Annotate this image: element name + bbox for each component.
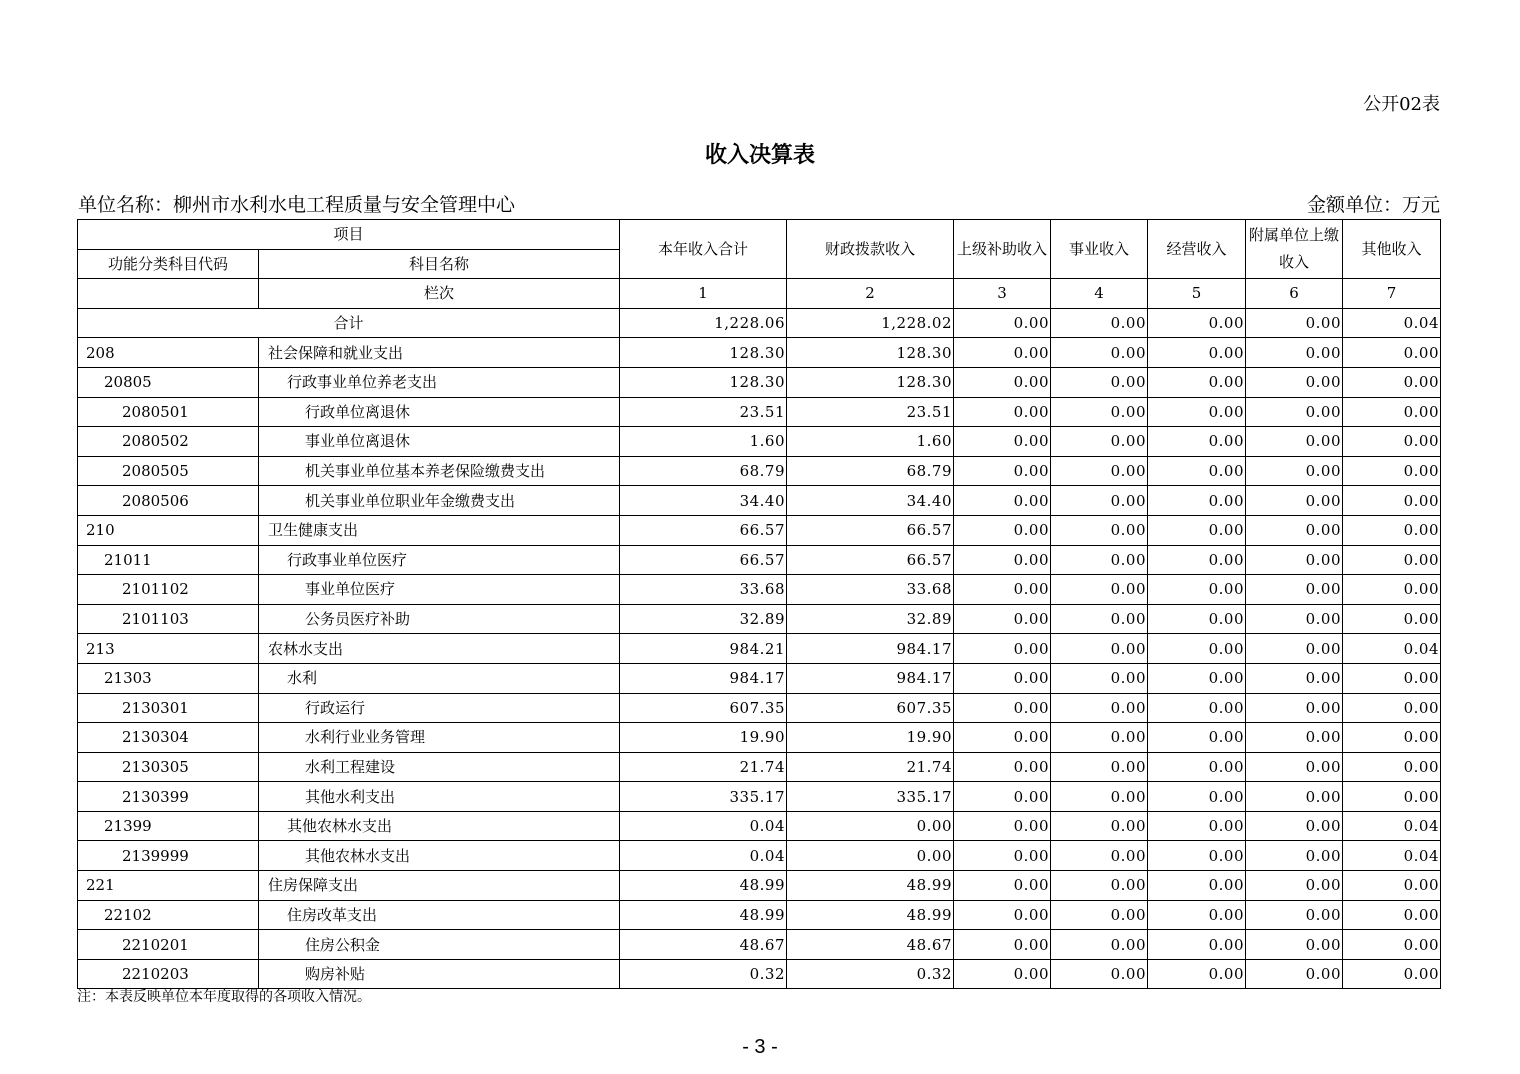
amount-cell: 0.00 (1148, 545, 1246, 575)
amount-cell: 33.68 (620, 575, 787, 605)
amount-cell: 0.00 (1343, 693, 1441, 723)
amount-cell: 48.99 (620, 871, 787, 901)
amount-cell: 0.00 (1148, 515, 1246, 545)
amount-cell: 0.00 (954, 663, 1051, 693)
page-title: 收入决算表 (704, 143, 815, 168)
table-row (78, 545, 1441, 575)
total-label: 合计 (78, 308, 620, 338)
amount-unit: 金额单位：万元 (1306, 194, 1440, 216)
amount-cell: 0.32 (620, 959, 787, 989)
subject-name: 事业单位离退休 (259, 427, 620, 457)
amount-cell: 0.00 (1343, 871, 1441, 901)
amount-cell: 0.00 (1148, 486, 1246, 516)
table-body (78, 308, 1441, 989)
amount-cell: 0.00 (1051, 841, 1148, 871)
amount-cell: 0.00 (954, 959, 1051, 989)
subject-name: 水利工程建设 (259, 752, 620, 782)
amount-cell: 335.17 (787, 782, 954, 812)
amount-cell: 0.00 (954, 338, 1051, 368)
amount-cell: 0.00 (1246, 930, 1343, 960)
header-empty-cell (78, 279, 259, 309)
amount-cell: 128.30 (620, 338, 787, 368)
col-number-2: 2 (787, 279, 954, 309)
table-row (78, 752, 1441, 782)
amount-cell: 128.30 (787, 367, 954, 397)
amount-cell: 0.00 (1246, 663, 1343, 693)
total-value: 0.00 (954, 308, 1051, 338)
amount-cell: 48.99 (787, 900, 954, 930)
subject-name: 住房公积金 (259, 930, 620, 960)
amount-cell: 0.00 (1051, 723, 1148, 753)
amount-cell: 33.68 (787, 575, 954, 605)
amount-cell: 0.00 (954, 900, 1051, 930)
amount-cell: 1.60 (620, 427, 787, 457)
amount-cell: 0.00 (1051, 545, 1148, 575)
header-col-6: 附属单位上缴收入 (1246, 220, 1343, 279)
table-row (78, 930, 1441, 960)
amount-cell: 0.00 (954, 871, 1051, 901)
table-row (78, 456, 1441, 486)
amount-cell: 0.00 (954, 723, 1051, 753)
subject-code: 2080501 (78, 397, 259, 427)
amount-cell: 0.04 (620, 841, 787, 871)
amount-cell: 984.17 (787, 663, 954, 693)
amount-cell: 0.00 (1051, 959, 1148, 989)
header-col-index: 栏次 (259, 279, 620, 309)
header-code: 功能分类科目代码 (78, 249, 259, 279)
amount-cell: 68.79 (620, 456, 787, 486)
col-number-4: 4 (1051, 279, 1148, 309)
amount-cell: 0.00 (1148, 427, 1246, 457)
amount-cell: 0.00 (1148, 900, 1246, 930)
amount-cell: 0.00 (1246, 456, 1343, 486)
col-number-6: 6 (1246, 279, 1343, 309)
amount-cell: 32.89 (787, 604, 954, 634)
header-name: 科目名称 (259, 249, 620, 279)
table-row (78, 486, 1441, 516)
subject-name: 农林水支出 (259, 634, 620, 664)
amount-cell: 0.00 (1148, 782, 1246, 812)
amount-cell: 66.57 (787, 545, 954, 575)
amount-cell: 0.00 (954, 456, 1051, 486)
col-number-3: 3 (954, 279, 1051, 309)
amount-cell: 0.00 (1148, 456, 1246, 486)
amount-cell: 0.00 (1148, 575, 1246, 605)
amount-cell: 0.00 (954, 634, 1051, 664)
amount-cell: 0.00 (1148, 367, 1246, 397)
amount-cell: 0.00 (954, 486, 1051, 516)
amount-cell: 0.00 (1343, 959, 1441, 989)
amount-cell: 0.00 (1343, 782, 1441, 812)
subject-name: 购房补贴 (259, 959, 620, 989)
amount-cell: 0.00 (1246, 752, 1343, 782)
amount-cell: 23.51 (620, 397, 787, 427)
amount-cell: 0.04 (620, 811, 787, 841)
subject-code: 22102 (78, 900, 259, 930)
amount-cell: 607.35 (620, 693, 787, 723)
subject-code: 2101102 (78, 575, 259, 605)
amount-cell: 0.00 (1148, 811, 1246, 841)
subject-name: 水利行业业务管理 (259, 723, 620, 753)
table-row (78, 604, 1441, 634)
amount-cell: 0.00 (1148, 930, 1246, 960)
form-number: 公开02表 (1363, 94, 1440, 115)
amount-cell: 128.30 (787, 338, 954, 368)
amount-cell: 48.67 (787, 930, 954, 960)
amount-cell: 23.51 (787, 397, 954, 427)
amount-cell: 0.00 (1343, 575, 1441, 605)
subject-name: 其他水利支出 (259, 782, 620, 812)
amount-cell: 34.40 (620, 486, 787, 516)
amount-cell: 0.00 (954, 841, 1051, 871)
table-row (78, 634, 1441, 664)
amount-cell: 0.00 (1051, 871, 1148, 901)
amount-cell: 0.00 (1246, 338, 1343, 368)
subject-code: 221 (78, 871, 259, 901)
subject-name: 其他农林水支出 (259, 811, 620, 841)
amount-cell: 0.00 (954, 604, 1051, 634)
amount-cell: 0.00 (1343, 663, 1441, 693)
amount-cell: 48.99 (787, 871, 954, 901)
unit-name: 单位名称：柳州市水利水电工程质量与安全管理中心 (78, 194, 516, 216)
amount-cell: 0.04 (1343, 634, 1441, 664)
amount-cell: 19.90 (787, 723, 954, 753)
subject-name: 卫生健康支出 (259, 515, 620, 545)
amount-cell: 0.00 (1246, 634, 1343, 664)
amount-cell: 21.74 (787, 752, 954, 782)
subject-code: 213 (78, 634, 259, 664)
total-row (78, 308, 1441, 338)
amount-cell: 0.00 (1148, 752, 1246, 782)
total-value: 0.00 (1051, 308, 1148, 338)
amount-cell: 0.00 (1051, 427, 1148, 457)
amount-cell: 0.00 (1343, 545, 1441, 575)
amount-cell: 0.00 (1051, 930, 1148, 960)
amount-cell: 48.67 (620, 930, 787, 960)
amount-cell: 0.00 (1051, 752, 1148, 782)
amount-cell: 1.60 (787, 427, 954, 457)
amount-cell: 0.00 (787, 841, 954, 871)
amount-cell: 0.00 (1343, 723, 1441, 753)
amount-cell: 0.00 (1051, 900, 1148, 930)
amount-cell: 0.00 (954, 367, 1051, 397)
amount-cell: 0.00 (1148, 663, 1246, 693)
amount-cell: 0.00 (954, 575, 1051, 605)
amount-cell: 0.00 (1148, 959, 1246, 989)
subject-code: 2080506 (78, 486, 259, 516)
table-row (78, 338, 1441, 368)
amount-cell: 0.04 (1343, 811, 1441, 841)
amount-cell: 0.00 (1246, 575, 1343, 605)
amount-cell: 0.00 (1343, 930, 1441, 960)
amount-cell: 66.57 (787, 515, 954, 545)
amount-cell: 0.00 (1246, 693, 1343, 723)
amount-cell: 0.00 (1246, 604, 1343, 634)
amount-cell: 0.00 (1148, 841, 1246, 871)
header-col-2: 财政拨款收入 (787, 220, 954, 279)
income-table (77, 219, 1441, 989)
subject-name: 住房改革支出 (259, 900, 620, 930)
amount-cell: 21.74 (620, 752, 787, 782)
header-col-3: 上级补助收入 (954, 220, 1051, 279)
amount-cell: 0.00 (1051, 367, 1148, 397)
table-row (78, 515, 1441, 545)
amount-cell: 0.00 (1246, 723, 1343, 753)
subject-code: 21011 (78, 545, 259, 575)
amount-cell: 0.00 (1246, 545, 1343, 575)
amount-cell: 0.00 (954, 782, 1051, 812)
subject-code: 2210201 (78, 930, 259, 960)
subject-code: 2130304 (78, 723, 259, 753)
amount-cell: 607.35 (787, 693, 954, 723)
amount-cell: 0.04 (1343, 841, 1441, 871)
amount-cell: 0.00 (1246, 811, 1343, 841)
amount-cell: 0.00 (954, 397, 1051, 427)
subject-name: 住房保障支出 (259, 871, 620, 901)
amount-cell: 0.00 (1246, 782, 1343, 812)
amount-cell: 0.00 (1246, 427, 1343, 457)
subject-name: 行政事业单位养老支出 (259, 367, 620, 397)
amount-cell: 0.00 (954, 427, 1051, 457)
amount-cell: 0.00 (1343, 486, 1441, 516)
subject-name: 水利 (259, 663, 620, 693)
amount-cell: 66.57 (620, 515, 787, 545)
table-row (78, 871, 1441, 901)
subject-name: 公务员医疗补助 (259, 604, 620, 634)
table-row (78, 397, 1441, 427)
amount-cell: 0.00 (1148, 338, 1246, 368)
subject-name: 行政运行 (259, 693, 620, 723)
amount-cell: 0.00 (1246, 515, 1343, 545)
subject-name: 社会保障和就业支出 (259, 338, 620, 368)
amount-cell: 0.00 (1051, 338, 1148, 368)
subject-name: 行政事业单位医疗 (259, 545, 620, 575)
total-value: 0.00 (1246, 308, 1343, 338)
amount-cell: 984.21 (620, 634, 787, 664)
amount-cell: 0.00 (954, 545, 1051, 575)
amount-cell: 0.00 (1246, 841, 1343, 871)
amount-cell: 0.00 (1051, 693, 1148, 723)
amount-cell: 0.00 (1343, 397, 1441, 427)
header-project: 项目 (78, 220, 620, 250)
amount-cell: 0.00 (1343, 338, 1441, 368)
subject-name: 其他农林水支出 (259, 841, 620, 871)
amount-cell: 0.00 (1148, 871, 1246, 901)
subject-code: 20805 (78, 367, 259, 397)
amount-cell: 0.00 (1246, 486, 1343, 516)
amount-cell: 0.00 (1343, 752, 1441, 782)
col-number-7: 7 (1343, 279, 1441, 309)
amount-cell: 0.00 (1051, 515, 1148, 545)
amount-cell: 48.99 (620, 900, 787, 930)
table-row (78, 427, 1441, 457)
amount-cell: 32.89 (620, 604, 787, 634)
amount-cell: 0.00 (1343, 900, 1441, 930)
subject-code: 2130301 (78, 693, 259, 723)
amount-cell: 0.00 (1343, 515, 1441, 545)
subject-code: 21303 (78, 663, 259, 693)
amount-cell: 0.00 (1051, 604, 1148, 634)
table-note: 注：本表反映单位本年度取得的各项收入情况。 (77, 989, 371, 1005)
amount-cell: 0.00 (1051, 575, 1148, 605)
amount-cell: 0.00 (787, 811, 954, 841)
amount-cell: 0.00 (1051, 663, 1148, 693)
total-value: 1,228.06 (620, 308, 787, 338)
header-col-7: 其他收入 (1343, 220, 1441, 279)
amount-cell: 0.00 (1051, 456, 1148, 486)
subject-name: 机关事业单位基本养老保险缴费支出 (259, 456, 620, 486)
amount-cell: 34.40 (787, 486, 954, 516)
subject-code: 2130399 (78, 782, 259, 812)
subject-code: 208 (78, 338, 259, 368)
amount-cell: 0.32 (787, 959, 954, 989)
subject-name: 机关事业单位职业年金缴费支出 (259, 486, 620, 516)
amount-cell: 0.00 (1148, 634, 1246, 664)
table-row (78, 693, 1441, 723)
amount-cell: 0.00 (954, 693, 1051, 723)
amount-cell: 984.17 (787, 634, 954, 664)
amount-cell: 0.00 (1246, 959, 1343, 989)
amount-cell: 0.00 (1051, 811, 1148, 841)
amount-cell: 0.00 (1051, 397, 1148, 427)
header-col-1: 本年收入合计 (620, 220, 787, 279)
amount-cell: 0.00 (1051, 634, 1148, 664)
amount-cell: 128.30 (620, 367, 787, 397)
amount-cell: 0.00 (1148, 397, 1246, 427)
table-row (78, 782, 1441, 812)
total-value: 1,228.02 (787, 308, 954, 338)
amount-cell: 0.00 (1051, 486, 1148, 516)
table-row (78, 723, 1441, 753)
amount-cell: 0.00 (1246, 397, 1343, 427)
amount-cell: 984.17 (620, 663, 787, 693)
subject-code: 2080502 (78, 427, 259, 457)
page-number: - 3 - (742, 1036, 778, 1058)
table-row (78, 959, 1441, 989)
amount-cell: 0.00 (1246, 367, 1343, 397)
header-col-5: 经营收入 (1148, 220, 1246, 279)
amount-cell: 0.00 (954, 930, 1051, 960)
amount-cell: 0.00 (1148, 693, 1246, 723)
amount-cell: 0.00 (1246, 871, 1343, 901)
subject-code: 2130305 (78, 752, 259, 782)
amount-cell: 335.17 (620, 782, 787, 812)
total-value: 0.04 (1343, 308, 1441, 338)
table-header (78, 220, 1441, 309)
table-row (78, 811, 1441, 841)
amount-cell: 68.79 (787, 456, 954, 486)
amount-cell: 66.57 (620, 545, 787, 575)
table-row (78, 900, 1441, 930)
amount-cell: 0.00 (1148, 723, 1246, 753)
subject-code: 21399 (78, 811, 259, 841)
col-number-5: 5 (1148, 279, 1246, 309)
subject-code: 2139999 (78, 841, 259, 871)
col-number-1: 1 (620, 279, 787, 309)
subject-code: 210 (78, 515, 259, 545)
amount-cell: 0.00 (1148, 604, 1246, 634)
amount-cell: 0.00 (1343, 367, 1441, 397)
subject-code: 2101103 (78, 604, 259, 634)
amount-cell: 0.00 (954, 752, 1051, 782)
table-row (78, 841, 1441, 871)
subject-code: 2210203 (78, 959, 259, 989)
amount-cell: 0.00 (1343, 427, 1441, 457)
amount-cell: 0.00 (954, 515, 1051, 545)
amount-cell: 19.90 (620, 723, 787, 753)
table-row (78, 575, 1441, 605)
subject-name: 行政单位离退休 (259, 397, 620, 427)
subject-code: 2080505 (78, 456, 259, 486)
table-row (78, 367, 1441, 397)
header-col-4: 事业收入 (1051, 220, 1148, 279)
subject-name: 事业单位医疗 (259, 575, 620, 605)
amount-cell: 0.00 (1343, 604, 1441, 634)
total-value: 0.00 (1148, 308, 1246, 338)
amount-cell: 0.00 (1343, 456, 1441, 486)
table-row (78, 663, 1441, 693)
amount-cell: 0.00 (1051, 782, 1148, 812)
amount-cell: 0.00 (1246, 900, 1343, 930)
amount-cell: 0.00 (954, 811, 1051, 841)
